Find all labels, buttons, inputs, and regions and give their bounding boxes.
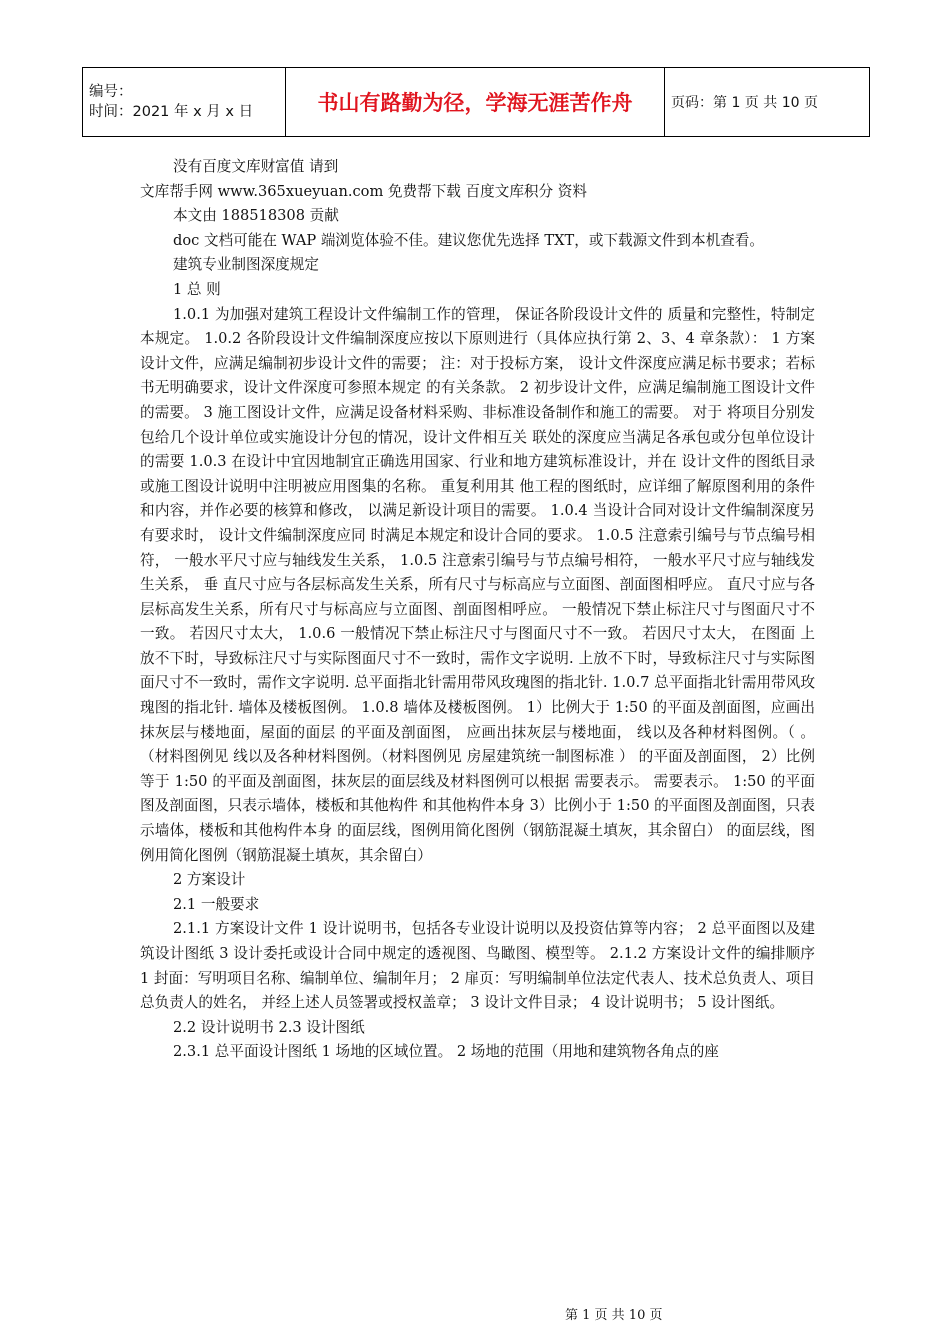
paragraph: 本文由 188518308 贡献 [173, 207, 339, 225]
paragraph: 没有百度文库财富值 请到 [173, 158, 339, 175]
paragraph: 2.1 一般要求 [173, 895, 260, 913]
paragraph: 2.2 设计说明书 2.3 设计图纸 [173, 1018, 365, 1036]
paragraph: 1.0.1 为加强对建筑工程设计文件编制工作的管理， 保证各阶段设计文件的 质量和完整性，特制定本规定。 1.0.2 各阶段设计文件编制深度应按以下原则进行（具体应执行第 2、3、4 章条款）： 1 方案设计文件，应满足编制初步设计文件的需要； 注：对于投标方案， 设计文件深度应满足标书要求；若标书无明确要求，设计文件深度可参照本规定 的有关条款。 2 初步设计文件，应满足编制施工图设计文件的需要。 3 施工图设计文件，应满足设备材料采购、非标准设备制作和施工的需要。 对于 将项目分别发包给几个设计单位或实施设计分包的情况，设计文件相互关 联处的深度应当满足各承包或分包单位设计的需要 1.0.3 在设计中宜因地制宜正确选用国家、行业和地方建筑标准设计，并在 设计文件的图纸目录或施工图设计说明中注明被应用图集的名称。 重复利用其 他工程的图纸时，应详细了解原图利用的条件和内容，并作必要的核算和修改， 以满足新设计项目的需要。 1.0.4 当设计合同对设计文件编制深度另有要求时， 设计文件编制深度应同 时满足本规定和设计合同的要求。 1.0.5 注意索引编号与节点编号相符， 一般水平尺寸应与轴线发生关系， 1.0.5 注意索引编号与节点编号相符， 一般水平尺寸应与轴线发生关系， 垂 直尺寸应与各层标高发生关系，所有尺寸与标高应与立面图、剖面图相呼应。 直尺寸应与各层标高发生关系，所有尺寸与标高应与立面图、剖面图相呼应。 一般情况下禁止标注尺寸与图面尺寸不一致。 若因尺寸太大， 1.0.6 一般情况下禁止标注尺寸与图面尺寸不一致。 若因尺寸太大， 在图面 上放不下时，导致标注尺寸与实际图面尺寸不一致时，需作文字说明. 上放不下时，导致标注尺寸与实际图面尺寸不一致时，需作文字说明. 总平面指北针需用带风玫瑰图的指北针. 1.0.7 总平面指北针需用带风玫瑰图的指北针. 墙体及楼板图例。 1.0.8 墙体及楼板图例。 1）比例大于 1:50 的平面及剖面图，应画出抹灰层与楼地面，屋面的面层 的平面及剖面图， 应画出抹灰层与楼地面， 线以及各种材料图例。（ 。（材料图例见 线以及各种材料图例。（材料图例见 房屋建筑统一制图标准 ） 的平面及剖面图， 2）比例等于 1:50 的平面及剖面图，抹灰层的面层线及材料图例可以根据 需要表示。 需要表示。 1:50 的平面图及剖面图，只表示墙体，楼板和其他构件 和其他构件本身 3）比例小于 1:50 的平面图及剖面图，只表示墙体，楼板和其他构件本身 的面层线，图例用简化图例（钢筋混凝土填灰，其余留白） 的面层线，图例用简化图例（钢筋混凝土填灰，其余留白） [140, 305, 815, 864]
paragraph: 建筑专业制图深度规定 [173, 256, 319, 274]
header-motto: 书山有路勤为径，学海无涯苦作舟 [286, 68, 665, 137]
page-footer: 第 1 页 共 10 页 [565, 1308, 663, 1323]
paragraph: 2.1.1 方案设计文件 1 设计说明书，包括各专业设计说明以及投资估算等内容； 2 总平面图以及建筑设计图纸 3 设计委托或设计合同中规定的透视图、鸟瞰图、模型等。 2.1.2 方案设计文件的编排顺序 1 封面：写明项目名称、编制单位、编制年月； 2 扉页：写明编制单位法定代表人、技术总负责人、项目总负责人的姓名， 并经上述人员签署或授权盖章； 3 设计文件目录； 4 设计说明书； 5 设计图纸。 [140, 920, 815, 1012]
header-table [82, 67, 870, 137]
paragraph: 文库帮手网 www.365xueyuan.com 免费帮下载 百度文库积分 资料 [140, 182, 587, 200]
paragraph: 2 方案设计 [173, 871, 246, 889]
paragraph: 1 总 则 [173, 280, 221, 298]
document-body [140, 155, 815, 1065]
paragraph: doc 文档可能在 WAP 端浏览体验不佳。建议您优先选择 TXT，或下载源文件到本机查看。 [173, 231, 764, 249]
header-left-cell [83, 68, 286, 137]
document-date-label: 时间：2021 年 x 月 x 日 [89, 104, 254, 120]
header-page-info: 页码：第 1 页 共 10 页 [665, 68, 870, 137]
paragraph: 2.3.1 总平面设计图纸 1 场地的区域位置。 2 场地的范围（用地和建筑物各角点的座 [173, 1043, 719, 1061]
document-number-label: 编号： [89, 84, 133, 100]
